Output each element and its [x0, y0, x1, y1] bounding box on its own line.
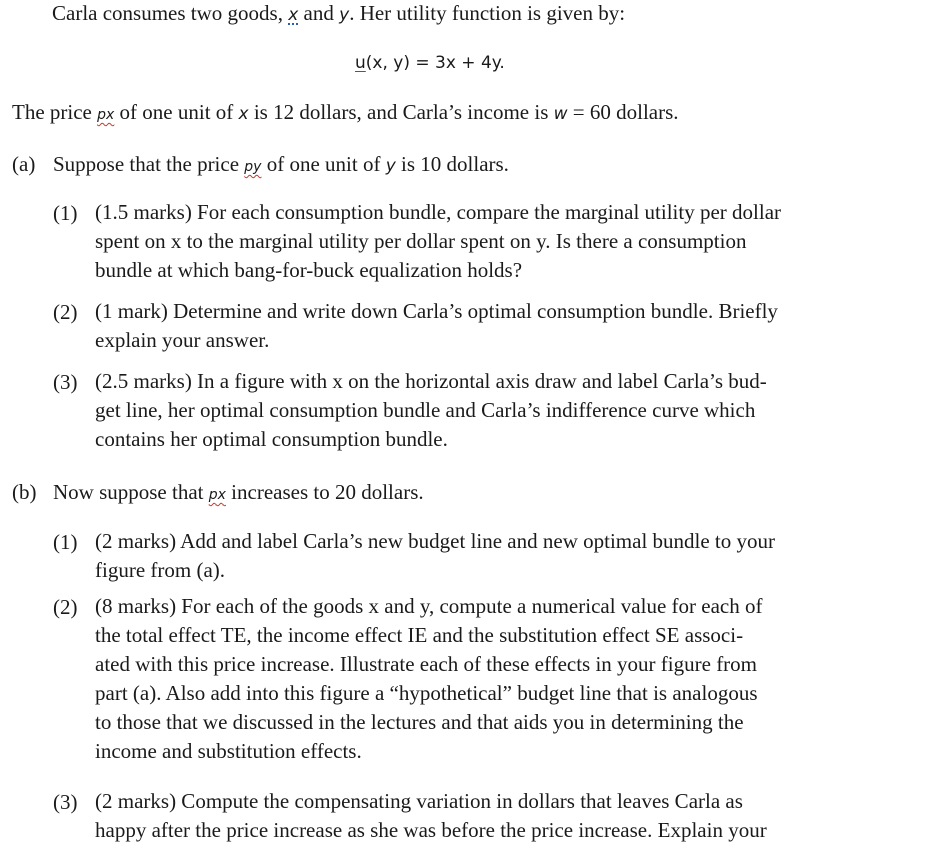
- item-line: happy after the price increase as she was before the price increase. Explain your: [95, 818, 767, 842]
- intro-text: The price: [12, 100, 98, 124]
- item-number: (1): [53, 530, 78, 554]
- intro-text: = 60 dollars.: [567, 100, 679, 124]
- intro-text: . Her utility function is given by:: [349, 1, 626, 25]
- part-b-label: (b): [12, 480, 37, 504]
- item-line: part (a). Also add into this figure a “hypothetical” budget line that is analogous: [95, 681, 758, 705]
- price-line: [12, 99, 679, 128]
- item-line: explain your answer.: [95, 328, 270, 352]
- item-line: spent on x to the marginal utility per dollar spent on y. Is there a consumption: [95, 229, 747, 253]
- item-number: (3): [53, 370, 78, 394]
- item-line: get line, her optimal consumption bundle and Carla’s indifference curve which: [95, 398, 756, 422]
- intro-text: is 12 dollars, and Carla’s income is: [248, 100, 554, 124]
- part-b-text: [53, 479, 424, 508]
- item-line: to those that we discussed in the lectures and that aids you in determining the: [95, 710, 744, 734]
- item-line: ated with this price increase. Illustrate each of these effects in your figure from: [95, 652, 758, 676]
- part-text: increases to 20 dollars.: [225, 480, 424, 504]
- item-line: contains her optimal consumption bundle.: [95, 427, 448, 451]
- intro-line-1: [52, 0, 625, 28]
- item-line: (1.5 marks) For each consumption bundle, compare the marginal utility per dollar: [95, 200, 782, 224]
- part-b-item-2: [95, 593, 890, 764]
- utility-u: u: [355, 53, 366, 73]
- part-a-label: (a): [12, 152, 36, 176]
- item-line: figure from (a).: [95, 558, 226, 582]
- part-text: Suppose that the price: [53, 152, 245, 176]
- item-number: (2): [53, 300, 78, 324]
- utility-expression: (x, y) = 3x + 4y.: [365, 53, 505, 73]
- part-b-item-3: [95, 788, 890, 843]
- item-number: (3): [53, 790, 78, 814]
- item-line: income and substitution effects.: [95, 739, 362, 763]
- var-py: py: [244, 159, 262, 175]
- part-text: of one unit of: [261, 152, 386, 176]
- item-line: (1 mark) Determine and write down Carla’s optimal consumption bundle. Briefly: [95, 299, 778, 323]
- item-line: (2 marks) Compute the compensating variation in dollars that leaves Carla as: [95, 789, 743, 813]
- var-px: px: [97, 107, 115, 123]
- utility-function: [355, 50, 505, 76]
- part-text: is 10 dollars.: [395, 152, 509, 176]
- intro-text: and: [298, 1, 340, 25]
- part-a-item-2: [95, 298, 890, 353]
- item-line: bundle at which bang-for-buck equalization holds?: [95, 258, 523, 282]
- var-x: x: [238, 104, 249, 124]
- intro-text: Carla consumes two goods,: [52, 1, 289, 25]
- intro-text: of one unit of: [114, 100, 239, 124]
- var-px: px: [208, 487, 226, 503]
- item-line: (2.5 marks) In a figure with x on the horizontal axis draw and label Carla’s bud-: [95, 369, 767, 393]
- item-line: the total effect TE, the income effect IE and the substitution effect SE associ-: [95, 623, 744, 647]
- item-line: (8 marks) For each of the goods x and y, compute a numerical value for each of: [95, 594, 763, 618]
- part-a-item-3: [95, 368, 890, 452]
- var-y: y: [339, 5, 350, 25]
- var-w: w: [553, 104, 568, 124]
- item-number: (1): [53, 201, 78, 225]
- var-x: x: [288, 5, 299, 25]
- part-a-text: [53, 151, 509, 180]
- item-line: (2 marks) Add and label Carla’s new budget line and new optimal bundle to your: [95, 529, 776, 553]
- part-a-item-1: [95, 199, 890, 283]
- part-text: Now suppose that: [53, 480, 209, 504]
- part-b-item-1: [95, 528, 890, 583]
- item-number: (2): [53, 595, 78, 619]
- var-y: y: [385, 156, 396, 176]
